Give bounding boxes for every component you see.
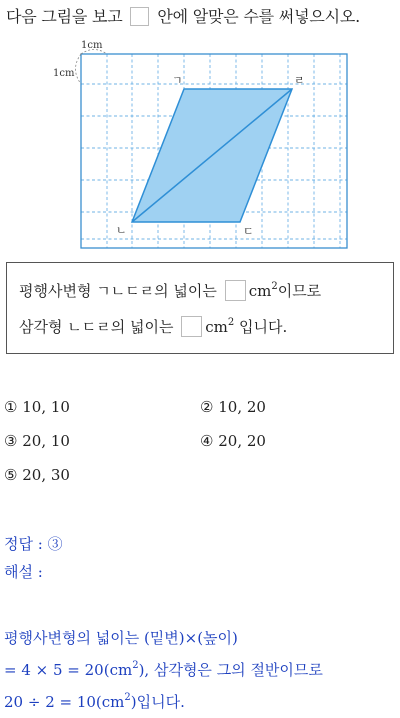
explanation-label: 해설 : xyxy=(4,563,43,581)
option-text: 20, 10 xyxy=(22,432,70,450)
option-2[interactable] xyxy=(200,398,266,416)
question-text xyxy=(6,4,360,27)
explanation-line-2 xyxy=(4,654,323,686)
statement-line-1-text: 평행사변형 ㄱㄴㄷㄹ의 넓이는 xyxy=(19,282,217,300)
statement-line-2-tail: 입니다. xyxy=(234,318,288,336)
statement-box xyxy=(6,262,394,354)
explanation-text xyxy=(4,622,323,718)
explanation-line-2-exp: 2 xyxy=(132,660,139,671)
vertex-label-d: ㄷ xyxy=(243,225,254,238)
vertex-label-g: ㄱ xyxy=(172,74,183,87)
unit-label-left: 1cm xyxy=(53,68,75,79)
unit-label-top: 1cm xyxy=(81,40,103,51)
option-5[interactable] xyxy=(4,466,70,484)
unit-text: cm xyxy=(248,282,272,300)
triangle-blank-box xyxy=(181,316,202,337)
explanation-line-3-b: )입니다. xyxy=(130,693,185,711)
option-text: 20, 30 xyxy=(22,466,70,484)
explanation-line-3 xyxy=(4,686,323,718)
vertex-label-n: ㄴ xyxy=(116,224,127,237)
question-text-before: 다음 그림을 보고 xyxy=(6,7,123,26)
area-blank-box xyxy=(225,280,246,301)
option-number: ② xyxy=(200,398,214,416)
question-text-after: 안에 알맞은 수를 써넣으시오. xyxy=(157,7,360,26)
explanation-line-1: 평행사변형의 넓이는 (밑변)×(높이) xyxy=(4,629,238,647)
option-number: ③ xyxy=(4,432,18,450)
option-text: 10, 20 xyxy=(218,398,266,416)
statement-line-1 xyxy=(19,273,381,309)
explanation-line-2-b: ), 삼각형은 그의 절반이므로 xyxy=(138,661,323,679)
option-number: ④ xyxy=(200,432,214,450)
option-3[interactable] xyxy=(4,432,70,450)
unit-text: cm xyxy=(205,318,228,336)
answer-label: 정답 : ③ xyxy=(4,535,63,553)
statement-line-1-tail: 이므로 xyxy=(277,282,322,300)
explanation-line-3-a: 20 ÷ 2 = 10(cm xyxy=(4,693,125,711)
explanation-line-2-a: = 4 × 5 = 20(cm xyxy=(4,661,133,679)
option-number: ① xyxy=(4,398,18,416)
option-text: 10, 10 xyxy=(22,398,70,416)
unit-exponent: 2 xyxy=(227,317,235,328)
option-text: 20, 20 xyxy=(218,432,266,450)
option-number: ⑤ xyxy=(4,466,18,484)
unit-exponent: 2 xyxy=(271,281,278,292)
statement-line-2-text: 삼각형 ㄴㄷㄹ의 넓이는 xyxy=(19,318,174,336)
option-4[interactable] xyxy=(200,432,266,450)
option-1[interactable] xyxy=(4,398,70,416)
explanation-line-3-exp: 2 xyxy=(124,692,131,703)
unit-markers xyxy=(76,50,108,85)
answer-section xyxy=(4,530,63,586)
statement-line-2 xyxy=(19,309,381,345)
answer-blank-box xyxy=(130,7,149,26)
parallelogram-diagram xyxy=(0,34,400,256)
vertex-label-r: ㄹ xyxy=(294,74,305,87)
